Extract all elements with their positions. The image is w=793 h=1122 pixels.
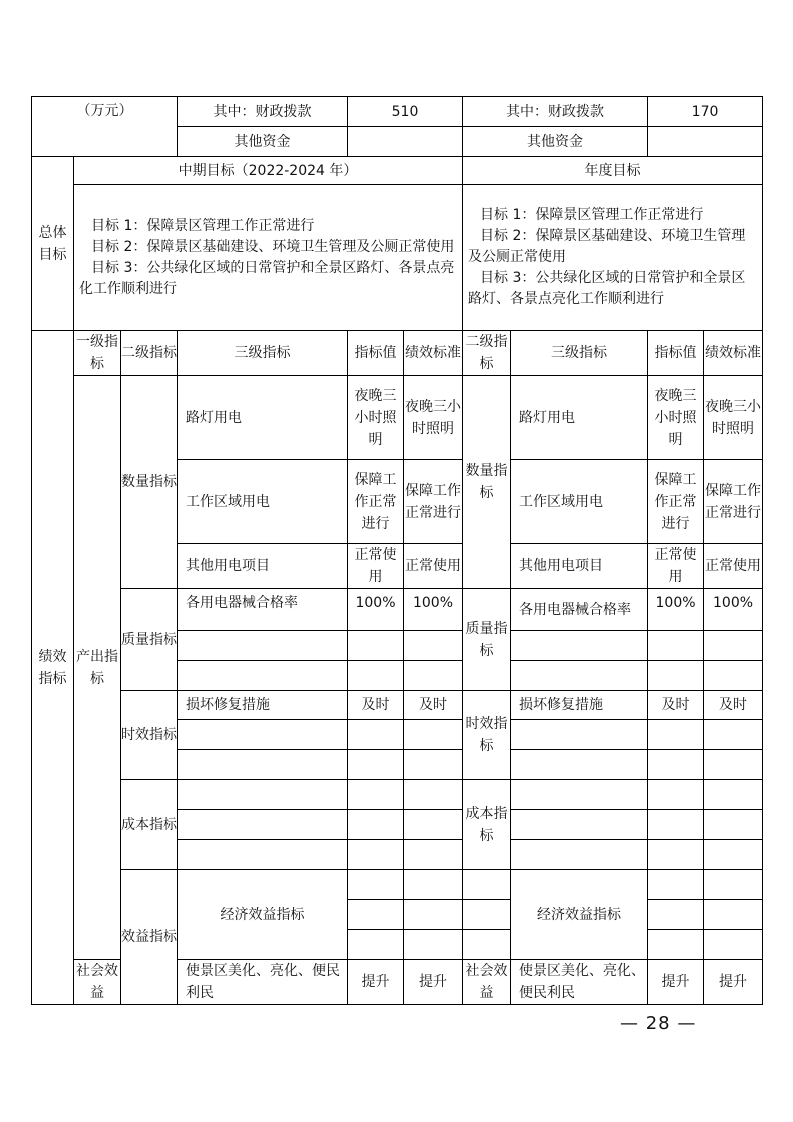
empty-cell (511, 840, 648, 870)
other-power-name-annual: 其他用电项目 (511, 544, 648, 589)
empty-cell (178, 780, 348, 810)
header-value: 指标值 (348, 331, 404, 376)
fiscal-label-annual: 其中：财政拨款 (463, 97, 648, 127)
empty-cell (404, 661, 463, 691)
empty-cell (348, 870, 404, 900)
social-standard: 提升 (404, 960, 463, 1005)
empty-cell (404, 810, 463, 840)
empty-cell (511, 810, 648, 840)
empty-cell (648, 810, 704, 840)
header-level2: 二级指标 (121, 331, 178, 376)
empty-cell (463, 930, 511, 960)
repair-value-annual: 及时 (648, 691, 704, 720)
other-funds-value-annual (648, 127, 763, 157)
equipment-name-annual: 各用电器械合格率 (511, 589, 648, 631)
overall-goals-label (32, 157, 74, 331)
timeliness-indicator-label-annual: 时效指标 (463, 691, 511, 780)
empty-cell (648, 720, 704, 750)
fiscal-value-annual: 170 (648, 97, 763, 127)
equipment-name: 各用电器械合格率 (178, 589, 348, 631)
empty-cell (704, 750, 763, 780)
mid-goal-1: 目标 1：保障景区管理工作正常进行 (91, 217, 315, 234)
quality-indicator-label: 质量指标 (121, 589, 178, 691)
empty-cell (348, 900, 404, 930)
empty-cell (178, 840, 348, 870)
header-standard: 绩效标准 (404, 331, 463, 376)
other-power-value: 正常使用 (348, 544, 404, 589)
quantity-indicator-label-annual: 数量指标 (463, 376, 511, 589)
header-level2-annual: 二级指标 (463, 331, 511, 376)
lighting-standard-annual: 夜晚三小时照明 (704, 376, 763, 460)
empty-cell (648, 840, 704, 870)
cost-indicator-label: 成本指标 (121, 780, 178, 870)
header-level3-annual: 三级指标 (511, 331, 648, 376)
repair-standard-annual: 及时 (704, 691, 763, 720)
empty-cell (704, 720, 763, 750)
empty-cell (463, 900, 511, 930)
empty-cell (511, 780, 648, 810)
mid-term-goals (74, 185, 463, 331)
other-power-standard: 正常使用 (404, 544, 463, 589)
repair-value: 及时 (348, 691, 404, 720)
empty-cell (404, 900, 463, 930)
empty-cell (704, 661, 763, 691)
empty-cell (704, 810, 763, 840)
empty-cell (704, 631, 763, 661)
performance-indicators-text: 绩效指标 (38, 648, 67, 687)
empty-cell (648, 870, 704, 900)
empty-cell (704, 780, 763, 810)
empty-cell (178, 661, 348, 691)
header-level3: 三级指标 (178, 331, 348, 376)
funds-unit-cell (32, 97, 178, 157)
empty-cell (404, 840, 463, 870)
performance-table (31, 96, 763, 1005)
empty-cell (511, 631, 648, 661)
lighting-value: 夜晚三小时照明 (348, 376, 404, 460)
work-area-standard: 保障工作正常进行 (404, 460, 463, 544)
benefit-indicator-label: 效益指标 (121, 870, 178, 1005)
empty-cell (404, 870, 463, 900)
header-value-annual: 指标值 (648, 331, 704, 376)
economic-benefit-label-annual: 经济效益指标 (511, 870, 648, 960)
work-area-standard-annual: 保障工作正常进行 (704, 460, 763, 544)
header-standard-annual: 绩效标准 (704, 331, 763, 376)
cost-indicator-label-annual: 成本指标 (463, 780, 511, 870)
lighting-name: 路灯用电 (178, 376, 348, 460)
quantity-indicator-label: 数量指标 (121, 376, 178, 589)
empty-cell (511, 720, 648, 750)
social-benefit-label-annual: 社会效益 (463, 960, 511, 1005)
economic-benefit-label: 经济效益指标 (178, 870, 348, 960)
empty-cell (704, 930, 763, 960)
empty-cell (348, 810, 404, 840)
empty-cell (178, 631, 348, 661)
repair-name-annual: 损坏修复措施 (511, 691, 648, 720)
fiscal-label-mid: 其中：财政拨款 (178, 97, 348, 127)
mid-goal-3: 目标 3：公共绿化区域的日常管护和全景区路灯、各景点亮化工作顺利进行 (79, 259, 455, 297)
other-power-value-annual: 正常使用 (648, 544, 704, 589)
social-value: 提升 (348, 960, 404, 1005)
social-benefit-label: 社会效益 (74, 960, 121, 1005)
header-level1: 一级指标 (74, 331, 121, 376)
work-area-value: 保障工作正常进行 (348, 460, 404, 544)
equipment-value: 100% (348, 589, 404, 631)
empty-cell (648, 780, 704, 810)
annual-goal-header: 年度目标 (463, 157, 763, 185)
page-number: — 28 — (620, 1013, 697, 1034)
empty-cell (348, 661, 404, 691)
work-area-name: 工作区域用电 (178, 460, 348, 544)
timeliness-indicator-label: 时效指标 (121, 691, 178, 780)
empty-cell (648, 900, 704, 930)
performance-indicators-label (32, 331, 74, 1005)
mid-goal-2: 目标 2：保障景区基础建设、环境卫生管理及公厕正常使用 (91, 238, 455, 255)
annual-goals (463, 185, 763, 331)
empty-cell (348, 750, 404, 780)
lighting-standard: 夜晚三小时照明 (404, 376, 463, 460)
social-name-annual: 使景区美化、亮化、便民利民 (511, 960, 648, 1005)
empty-cell (348, 631, 404, 661)
empty-cell (348, 720, 404, 750)
overall-goals-text: 总体目标 (38, 224, 67, 263)
empty-cell (404, 780, 463, 810)
empty-cell (648, 661, 704, 691)
equipment-standard: 100% (404, 589, 463, 631)
lighting-value-annual: 夜晚三小时照明 (648, 376, 704, 460)
empty-cell (511, 750, 648, 780)
repair-name: 损坏修复措施 (178, 691, 348, 720)
repair-standard: 及时 (404, 691, 463, 720)
empty-cell (463, 870, 511, 900)
empty-cell (404, 750, 463, 780)
empty-cell (648, 631, 704, 661)
empty-cell (404, 631, 463, 661)
empty-cell (178, 750, 348, 780)
equipment-value-annual: 100% (648, 589, 704, 631)
other-funds-label-annual: 其他资金 (463, 127, 648, 157)
lighting-name-annual: 路灯用电 (511, 376, 648, 460)
equipment-standard-annual: 100% (704, 589, 763, 631)
empty-cell (348, 780, 404, 810)
social-name: 使景区美化、亮化、便民利民 (178, 960, 348, 1005)
social-standard-annual: 提升 (704, 960, 763, 1005)
empty-cell (404, 930, 463, 960)
work-area-name-annual: 工作区域用电 (511, 460, 648, 544)
empty-cell (178, 720, 348, 750)
empty-cell (178, 810, 348, 840)
annual-goal-3: 目标 3：公共绿化区域的日常管护和全景区路灯、各景点亮化工作顺利进行 (468, 270, 746, 307)
empty-cell (704, 900, 763, 930)
funds-unit-label: （万元） (76, 103, 133, 119)
mid-term-goal-header: 中期目标（2022-2024 年） (74, 157, 463, 185)
empty-cell (648, 930, 704, 960)
annual-goal-1: 目标 1：保障景区管理工作正常进行 (480, 207, 704, 223)
other-power-name: 其他用电项目 (178, 544, 348, 589)
quality-indicator-label-annual: 质量指标 (463, 589, 511, 691)
output-indicator-label: 产出指标 (74, 376, 121, 960)
annual-goal-2: 目标 2：保障景区基础建设、环境卫生管理及公厕正常使用 (468, 228, 746, 265)
other-funds-value-mid (348, 127, 463, 157)
empty-cell (704, 870, 763, 900)
empty-cell (704, 840, 763, 870)
other-power-standard-annual: 正常使用 (704, 544, 763, 589)
other-funds-label-mid: 其他资金 (178, 127, 348, 157)
empty-cell (511, 661, 648, 691)
empty-cell (348, 930, 404, 960)
work-area-value-annual: 保障工作正常进行 (648, 460, 704, 544)
fiscal-value-mid: 510 (348, 97, 463, 127)
empty-cell (404, 720, 463, 750)
empty-cell (648, 750, 704, 780)
social-value-annual: 提升 (648, 960, 704, 1005)
empty-cell (348, 840, 404, 870)
